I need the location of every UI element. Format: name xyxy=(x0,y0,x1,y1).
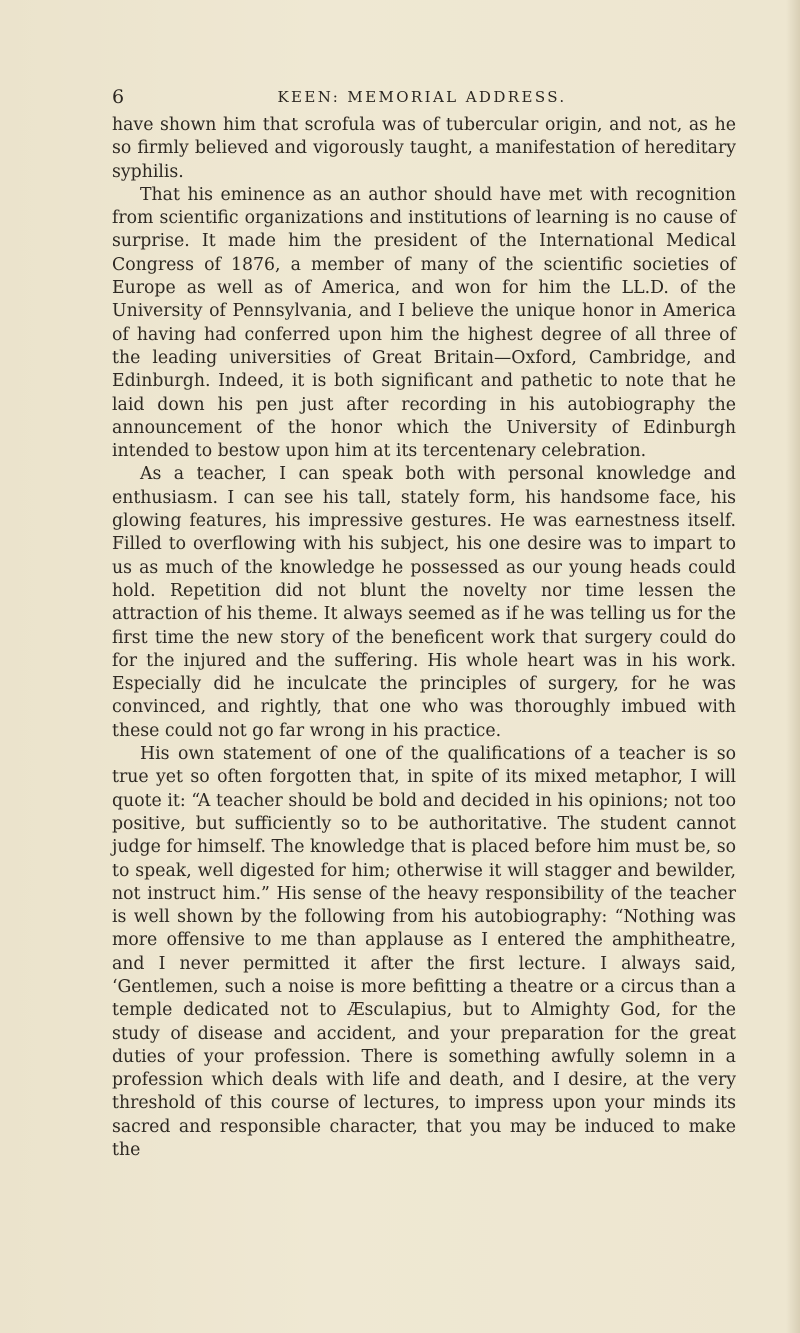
paragraph-recognition: That his eminence as an author should have met with recognition from scientific organizations and institutions of learning is no cause of surprise. It made him the president of the International Medical Congress of 1876, a member of many of the scientific societies of Europe as well as of America, and won for him the LL.D. of the University of Pennsylvania, and I believe the unique honor in America of having had conferred upon him the highest degree of all three of the leading universities of Great Britain—Oxford, Cambridge, and Edinburgh. Indeed, it is both significant and pathetic to note that he laid down his pen just after recording in his autobiography the announcement of the honor which the University of Edinburgh intended to bestow upon him at its tercentenary celebration. xyxy=(112,184,736,462)
paragraph-teacher: As a teacher, I can speak both with personal knowledge and enthusiasm. I can see his tall, stately form, his handsome face, his glowing features, his impressive gestures. He was earnestness itself. Filled to overflowing with his subject, his one desire was to impart to us as much of the knowledge he possessed as our young heads could hold. Repetition did not blunt the novelty nor time lessen the attraction of his theme. It always seemed as if he was telling us for the first time the new story of the beneficent work that surgery could do for the injured and the suffering. His whole heart was in his work. Especially did he inculcate the principles of surgery, for he was convinced, and rightly, that one who was thoroughly imbued with these could not go far wrong in his practice. xyxy=(112,464,736,741)
page-edge-shadow xyxy=(786,0,800,1333)
paragraph-continued: have shown him that scrofula was of tubercular origin, and not, as he so firmly believed and vigorously taught, a manifestation of hereditary syphilis. xyxy=(112,115,736,182)
running-title: KEEN: MEMORIAL ADDRESS. xyxy=(277,88,567,106)
paragraph-quote: His own statement of one of the qualifications of a teacher is so true yet so often forgotten that, in spite of its mixed metaphor, I will quote it: “A teacher should be bold and decided in his opinions; not too positive, but sufficiently so to be authoritative. The student cannot judge for himself. The knowledge that is placed before him must be, so to speak, well digested for him; otherwise it will stagger and bewilder, not instruct him.” His sense of the heavy responsibility of the teacher is well shown by the following from his autobiography: “Nothing was more offensive to me than applause as I entered the amphitheatre, and I never permitted it after the first lecture. I always said, ‘Gentlemen, such a noise is more befitting a theatre or a circus than a temple dedicated not to Æsculapius, but to Almighty God, for the study of disease and accident, and your preparation for the great duties of your profession. There is something awfully solemn in a profession which deals with life and death, and I desire, at the very threshold of this course of lectures, to impress upon your minds its sacred and responsible character, that you may be induced to make the xyxy=(112,744,736,1161)
page-number: 6 xyxy=(112,86,125,108)
page-header xyxy=(112,86,732,110)
body-text xyxy=(112,114,736,1162)
